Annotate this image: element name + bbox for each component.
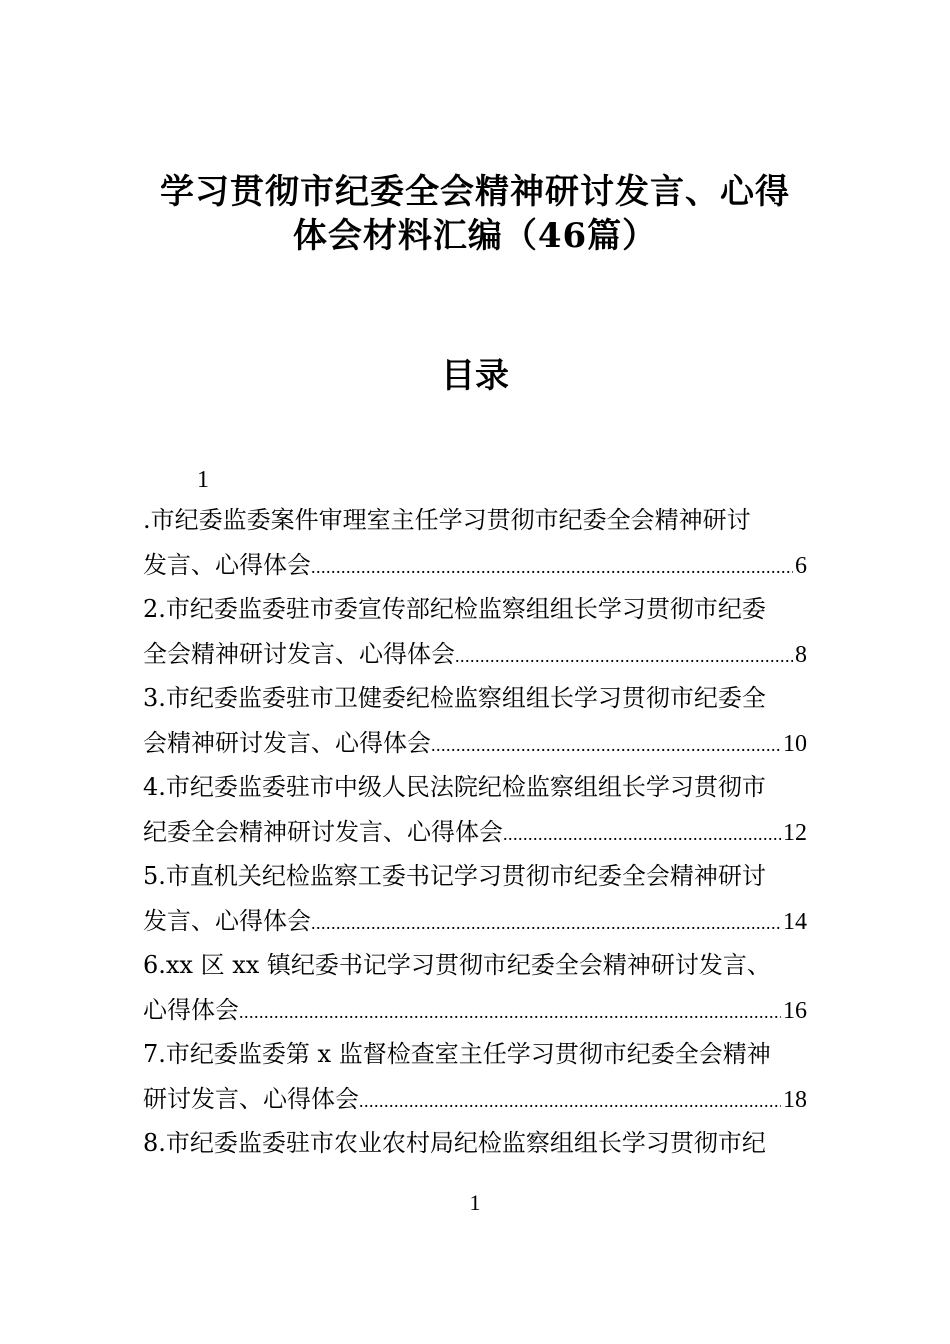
toc-entry[interactable] <box>143 1032 807 1121</box>
toc-page-number: 10 <box>783 730 807 757</box>
toc-leader-dots <box>431 723 781 766</box>
toc-entry-line-1: 3.市纪委监委驻市卫健委纪检监察组组长学习贯彻市纪委全 <box>143 684 766 712</box>
toc-entry[interactable] <box>143 854 807 943</box>
toc-entry-text: 发言、心得体会 <box>143 550 311 579</box>
toc-entry-line-2 <box>143 810 807 855</box>
toc-leader-dots <box>455 634 793 677</box>
toc-entry-text: 研讨发言、心得体会 <box>143 1084 359 1113</box>
toc-entry[interactable] <box>143 1121 807 1166</box>
table-of-contents <box>143 462 807 1166</box>
toc-page-number: 14 <box>783 908 807 935</box>
toc-entry-line-1: 4.市纪委监委驻市中级人民法院纪检监察组组长学习贯彻市 <box>143 773 766 801</box>
toc-page-number: 12 <box>783 819 807 846</box>
toc-leader-dots <box>311 545 793 588</box>
toc-entry-text: 会精神研讨发言、心得体会 <box>143 728 431 757</box>
toc-entry-line-2 <box>143 899 807 944</box>
toc-page-number: 18 <box>783 1086 807 1113</box>
toc-first-entry-number: 1 <box>197 467 209 493</box>
toc-entry-text: 发言、心得体会 <box>143 906 311 935</box>
document-title-line-2: 体会材料汇编（46篇） <box>292 216 658 256</box>
toc-entry-text: 全会精神研讨发言、心得体会 <box>143 639 455 668</box>
toc-entry-line-1: 7.市纪委监委第 x 监督检查室主任学习贯彻市纪委全会精神 <box>143 1040 771 1068</box>
toc-entry[interactable] <box>143 943 807 1032</box>
toc-entry-line-2 <box>143 543 807 588</box>
toc-entry[interactable] <box>143 765 807 854</box>
toc-page-number: 8 <box>795 641 807 668</box>
page-number: 1 <box>469 1190 481 1215</box>
toc-page-number: 16 <box>783 997 807 1024</box>
toc-entry[interactable] <box>143 676 807 765</box>
toc-leader-dots <box>239 990 781 1033</box>
toc-entry-line-1: .市纪委监委案件审理室主任学习贯彻市纪委全会精神研讨 <box>143 506 751 534</box>
toc-heading: 目录 <box>441 356 509 396</box>
toc-page-number: 6 <box>795 552 807 579</box>
toc-entry-line-2 <box>143 1077 807 1122</box>
toc-entry-line-2 <box>143 632 807 677</box>
toc-leader-dots <box>503 812 781 855</box>
toc-leader-dots <box>359 1079 781 1122</box>
toc-entry[interactable] <box>143 498 807 587</box>
document-title-line-1: 学习贯彻市纪委全会精神研讨发言、心得 <box>160 172 790 212</box>
toc-leader-dots <box>311 901 781 944</box>
toc-entry-line-1: 2.市纪委监委驻市委宣传部纪检监察组组长学习贯彻市纪委 <box>143 595 766 623</box>
toc-entry-line-2 <box>143 721 807 766</box>
toc-entry-line-1: 6.xx 区 xx 镇纪委书记学习贯彻市纪委全会精神研讨发言、 <box>143 951 771 979</box>
toc-entry[interactable] <box>143 587 807 676</box>
toc-entry-text: 纪委全会精神研讨发言、心得体会 <box>143 817 503 846</box>
toc-entry-text: 心得体会 <box>143 995 239 1024</box>
toc-entry-line-1: 8.市纪委监委驻市农业农村局纪检监察组组长学习贯彻市纪 <box>143 1129 766 1157</box>
toc-entry-line-2 <box>143 988 807 1033</box>
toc-entry-line-1: 5.市直机关纪检监察工委书记学习贯彻市纪委全会精神研讨 <box>143 862 766 890</box>
